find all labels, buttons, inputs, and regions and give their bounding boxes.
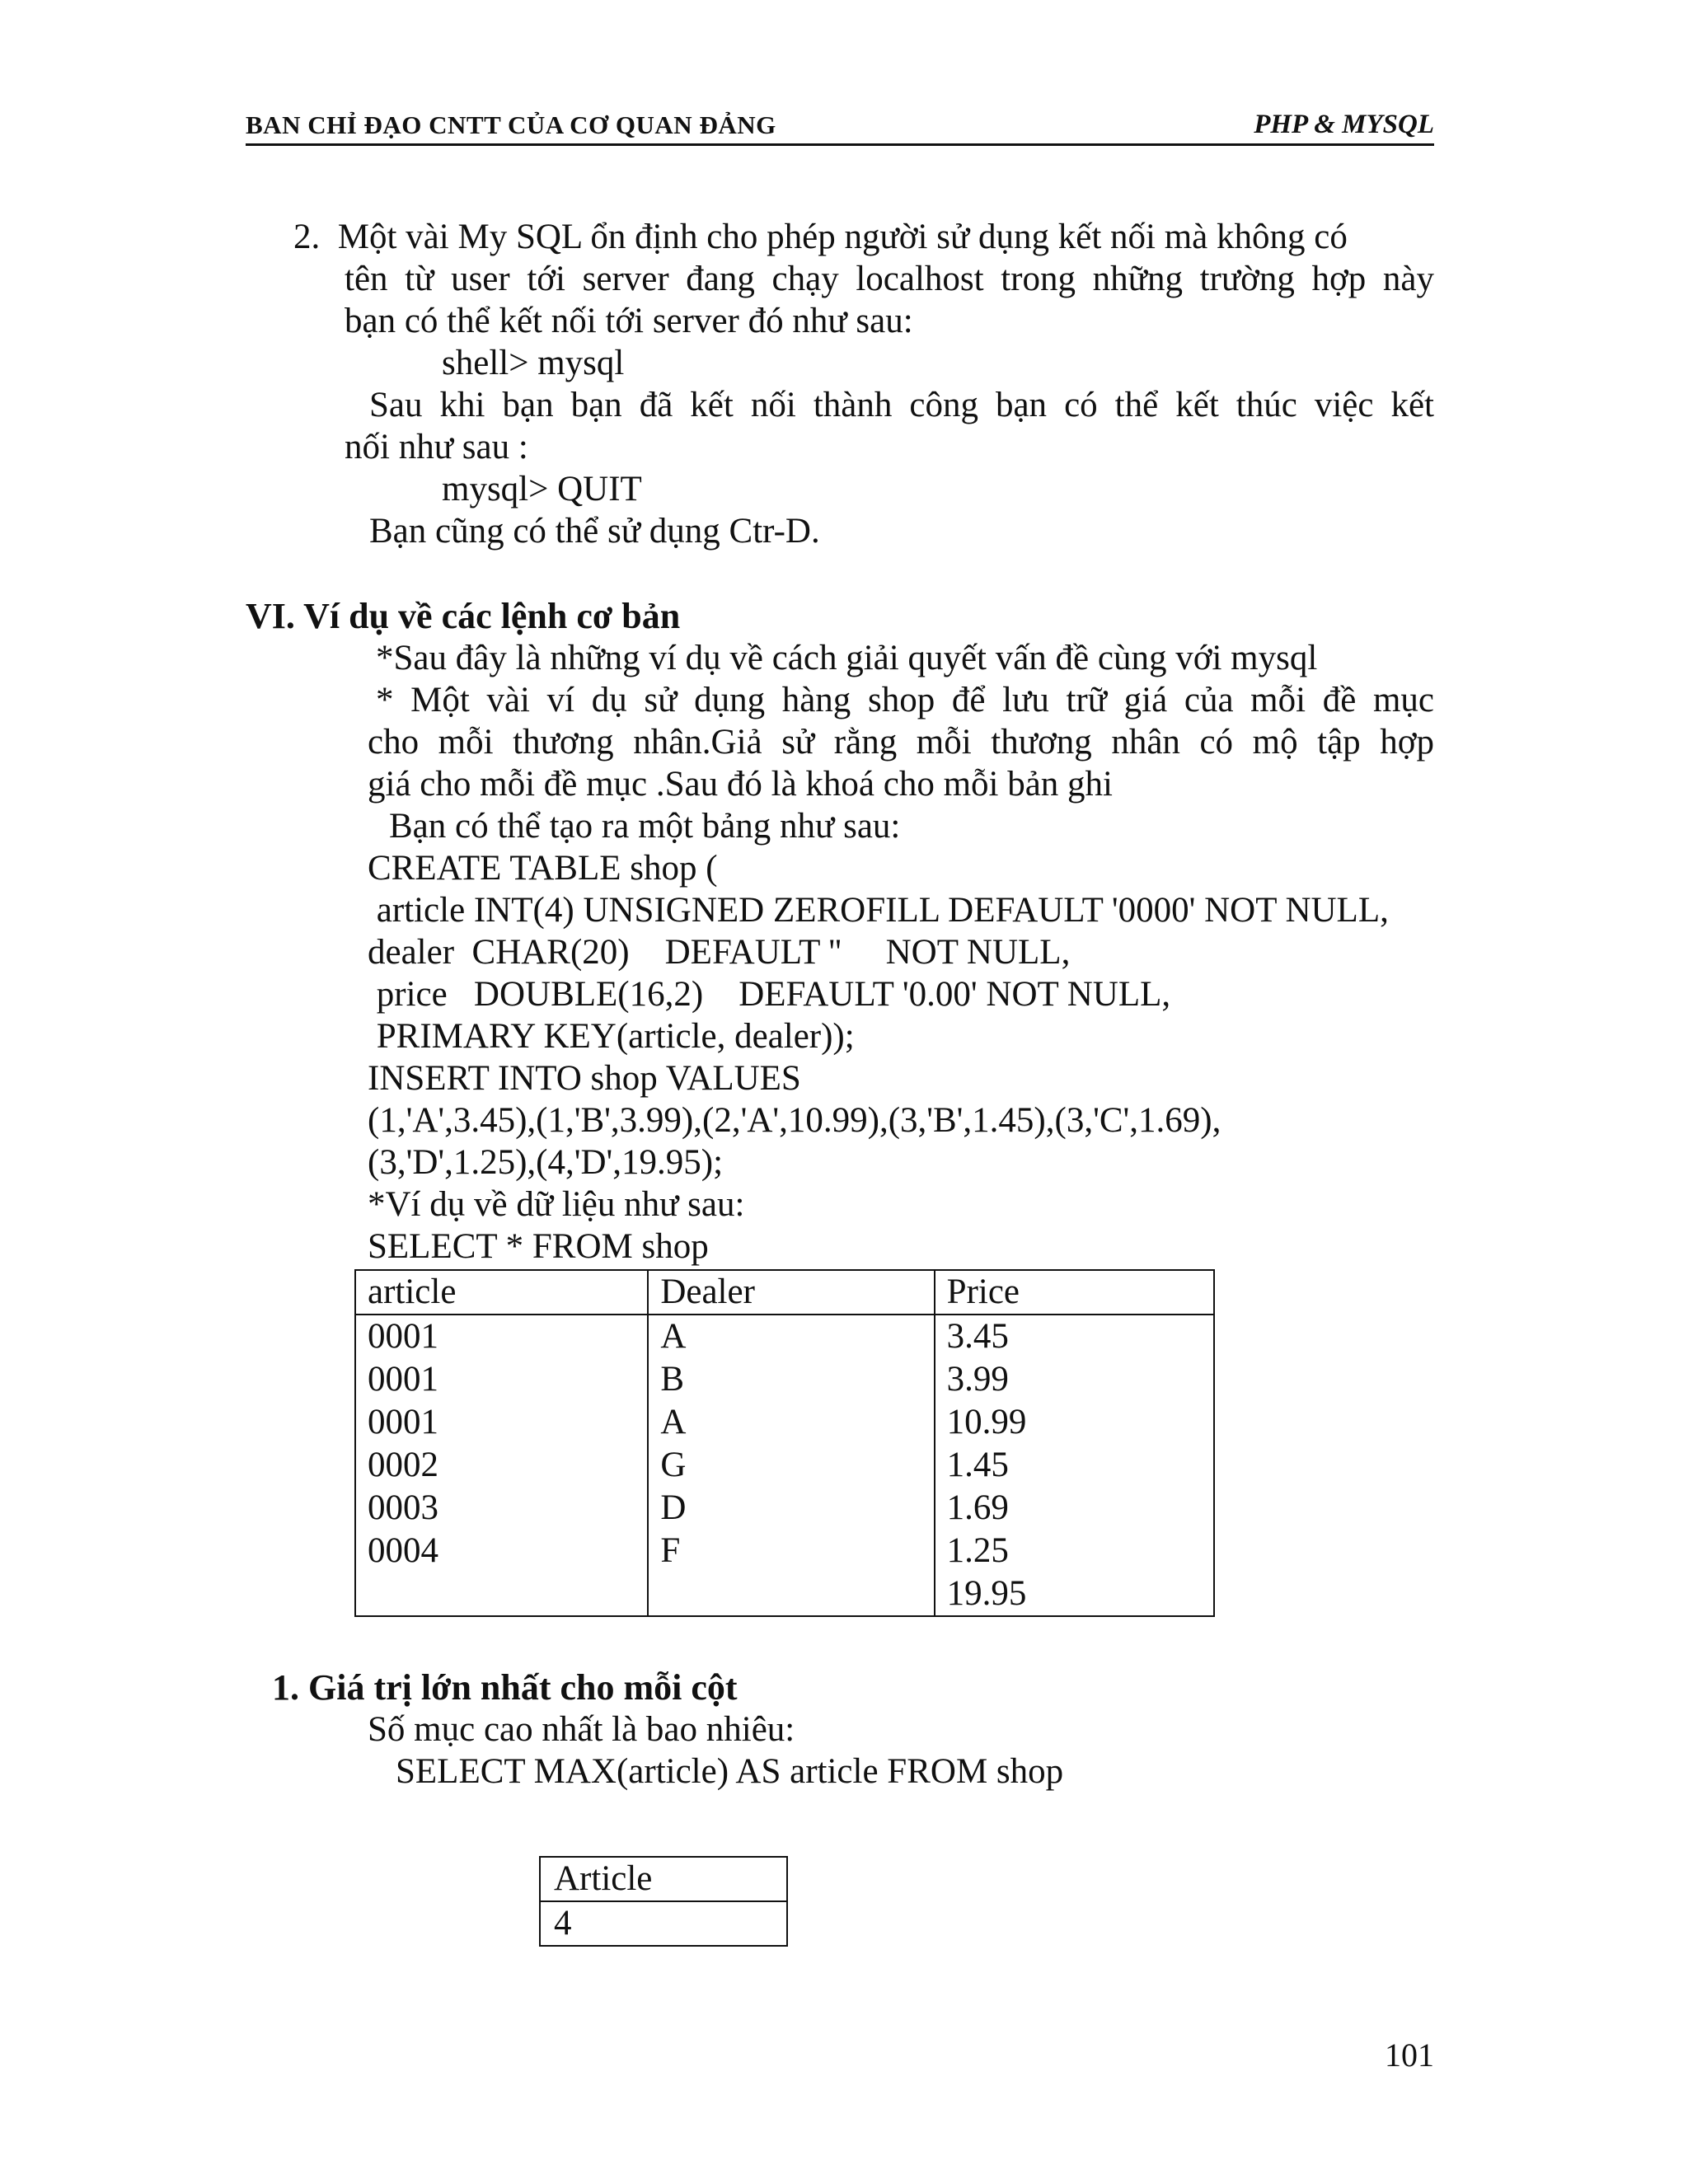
table-cell: D bbox=[648, 1487, 934, 1530]
table-cell: 1.45 bbox=[935, 1444, 1214, 1487]
column-header-price: Price bbox=[935, 1270, 1214, 1315]
table-cell: A bbox=[648, 1401, 934, 1444]
item2-line4: Sau khi bạn bạn đã kết nối thành công bạn có thể kết thúc việc kết bbox=[369, 386, 1434, 424]
table-cell: 4 bbox=[540, 1901, 787, 1946]
page-number: 101 bbox=[1385, 2036, 1434, 2074]
item2-line3: bạn có thể kết nối tới server đó như sau: bbox=[345, 302, 913, 340]
item2-code-quit: mysql> QUIT bbox=[442, 470, 642, 509]
code-line: (1,'A',3.45),(1,'B',3.99),(2,'A',10.99),(3,'B',1.45),(3,'C',1.69), bbox=[368, 1101, 1221, 1140]
section-heading: VI. Ví dụ về các lệnh cơ bản bbox=[246, 596, 681, 636]
item2-line2: tên từ user tới server đang chạy localhost trong những trường hợp này bbox=[345, 260, 1434, 298]
table-row bbox=[355, 1487, 1214, 1530]
table-cell: F bbox=[648, 1530, 934, 1572]
table-cell: 19.95 bbox=[935, 1572, 1214, 1616]
table-header-row bbox=[540, 1857, 787, 1901]
code-line: dealer CHAR(20) DEFAULT '' NOT NULL, bbox=[368, 933, 1071, 972]
section-paragraph-line3: giá cho mỗi đề mục .Sau đó là khoá cho mỗi bản ghi bbox=[368, 765, 1114, 804]
item2-line5: nối như sau : bbox=[345, 428, 528, 466]
column-header-article: Article bbox=[540, 1857, 787, 1901]
table-row bbox=[540, 1901, 787, 1946]
table-cell: 0003 bbox=[355, 1487, 648, 1530]
page-header bbox=[246, 102, 1434, 146]
table-row bbox=[355, 1444, 1214, 1487]
table-cell: 0004 bbox=[355, 1530, 648, 1572]
table-header-row bbox=[355, 1270, 1214, 1315]
subsection-query: SELECT MAX(article) AS article FROM shop bbox=[396, 1752, 1064, 1791]
section-paragraph-line1: * Một vài ví dụ sử dụng hàng shop để lưu trữ giá của mỗi đề mục bbox=[376, 681, 1434, 719]
table-cell-empty bbox=[355, 1572, 648, 1616]
table-row bbox=[355, 1572, 1214, 1616]
code-line: *Ví dụ về dữ liệu như sau: bbox=[368, 1185, 745, 1224]
table-row bbox=[355, 1315, 1214, 1358]
item2-line6: Bạn cũng có thể sử dụng Ctr-D. bbox=[369, 512, 820, 551]
item2-line1: 2. Một vài My SQL ổn định cho phép người sử dụng kết nối mà không có bbox=[293, 218, 1348, 256]
section-paragraph-line2: cho mỗi thương nhân.Giả sử rằng mỗi thương nhân có mộ tập hợp bbox=[368, 723, 1434, 762]
table-cell: 0001 bbox=[355, 1401, 648, 1444]
code-line: (3,'D',1.25),(4,'D',19.95); bbox=[368, 1143, 724, 1182]
section-intro: *Sau đây là những ví dụ về cách giải quyết vấn đề cùng với mysql bbox=[376, 639, 1318, 677]
table-cell: 10.99 bbox=[935, 1401, 1214, 1444]
table-row bbox=[355, 1530, 1214, 1572]
table-cell: 0002 bbox=[355, 1444, 648, 1487]
table-cell: G bbox=[648, 1444, 934, 1487]
table-cell: 1.25 bbox=[935, 1530, 1214, 1572]
column-header-article: article bbox=[355, 1270, 648, 1315]
code-line: article INT(4) UNSIGNED ZEROFILL DEFAULT '0000' NOT NULL, bbox=[368, 891, 1389, 930]
table-cell: A bbox=[648, 1315, 934, 1358]
max-article-table bbox=[539, 1856, 788, 1947]
table-row bbox=[355, 1358, 1214, 1401]
code-line: SELECT * FROM shop bbox=[368, 1227, 709, 1266]
table-cell: 0001 bbox=[355, 1358, 648, 1401]
code-line: PRIMARY KEY(article, dealer)); bbox=[368, 1017, 855, 1056]
shop-table bbox=[354, 1269, 1215, 1617]
header-organization: BAN CHỈ ĐẠO CNTT CỦA CƠ QUAN ĐẢNG bbox=[246, 110, 776, 139]
code-line: price DOUBLE(16,2) DEFAULT '0.00' NOT NULL, bbox=[368, 975, 1171, 1014]
section-create-intro: Bạn có thể tạo ra một bảng như sau: bbox=[389, 807, 901, 846]
code-line: INSERT INTO shop VALUES bbox=[368, 1059, 801, 1098]
table-cell: 0001 bbox=[355, 1315, 648, 1358]
column-header-dealer: Dealer bbox=[648, 1270, 934, 1315]
table-cell: B bbox=[648, 1358, 934, 1401]
subsection-question: Số mục cao nhất là bao nhiêu: bbox=[368, 1710, 795, 1749]
table-cell: 3.45 bbox=[935, 1315, 1214, 1358]
code-line: CREATE TABLE shop ( bbox=[368, 849, 718, 888]
subsection-heading: 1. Giá trị lớn nhất cho mỗi cột bbox=[272, 1667, 738, 1708]
table-cell: 3.99 bbox=[935, 1358, 1214, 1401]
item2-code-shell: shell> mysql bbox=[442, 344, 625, 382]
table-cell-empty bbox=[648, 1572, 934, 1616]
table-cell: 1.69 bbox=[935, 1487, 1214, 1530]
table-row bbox=[355, 1401, 1214, 1444]
header-topic: PHP & MYSQL bbox=[1254, 110, 1434, 139]
